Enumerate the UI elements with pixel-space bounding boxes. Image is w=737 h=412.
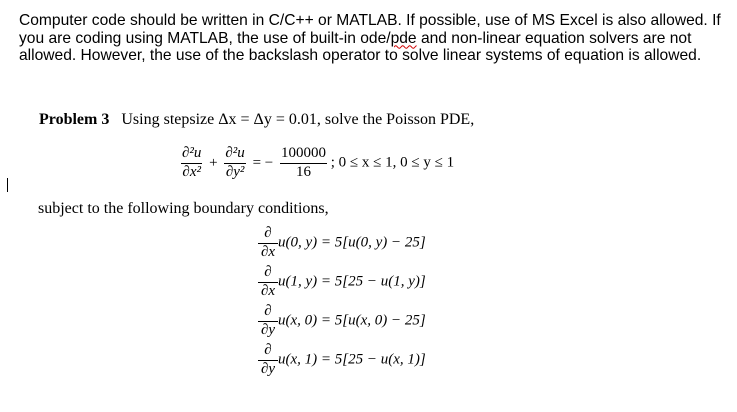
fraction-numerator: ∂²u (224, 146, 245, 164)
instructions-text-part2: and non-linear equation solvers are not allowed. However, the use of the backslash operator to solve linear systems of equation is allowed. (19, 29, 702, 64)
condition-expression: u(0, y) = 5[u(0, y) − 25] (278, 234, 426, 251)
boundary-condition-3 (258, 304, 426, 339)
fraction-denominator: ∂x² (182, 163, 201, 180)
instructions-paragraph (19, 12, 724, 65)
problem-statement (39, 111, 474, 129)
d2u-dy2-fraction (224, 146, 245, 181)
partial-derivative-fraction (258, 265, 278, 300)
boundary-condition-2 (258, 265, 426, 300)
condition-expression: u(x, 0) = 5[u(x, 0) − 25] (278, 312, 426, 329)
fraction-denominator: ∂y (260, 321, 276, 338)
plus-sign: + (209, 154, 218, 171)
fraction-denominator: ∂y (260, 360, 276, 377)
partial-derivative-fraction (258, 343, 278, 378)
subject-text: subject to the following boundary conditions, (38, 200, 329, 217)
fraction-numerator: ∂²u (181, 146, 202, 164)
d2u-dx2-fraction (181, 146, 202, 181)
partial-derivative-fraction (258, 226, 278, 261)
fraction-denominator: ∂y² (225, 163, 245, 180)
condition-expression: u(1, y) = 5[25 − u(1, y)] (278, 273, 426, 290)
condition-expression: u(x, 1) = 5[25 − u(x, 1)] (278, 351, 426, 368)
boundary-condition-4 (258, 343, 426, 378)
boundary-condition-1 (258, 226, 426, 261)
text-cursor (7, 178, 8, 192)
poisson-equation (181, 146, 454, 181)
problem-label: Problem 3 (39, 111, 110, 128)
fraction-numerator: ∂ (258, 265, 278, 283)
rhs-fraction (280, 146, 327, 181)
partial-derivative-fraction (258, 304, 278, 339)
fraction-numerator: 100000 (280, 146, 327, 164)
problem-text: Using stepsize Δx = Δy = 0.01, solve the Poisson PDE, (121, 111, 475, 128)
fraction-denominator: ∂x (260, 243, 276, 260)
fraction-denominator: ∂x (260, 282, 276, 299)
fraction-numerator: ∂ (258, 226, 278, 244)
fraction-numerator: ∂ (258, 304, 278, 322)
equals-minus: = − (252, 154, 274, 171)
spellcheck-flagged-word[interactable]: pde (390, 29, 417, 47)
fraction-denominator: 16 (295, 163, 311, 180)
fraction-numerator: ∂ (258, 343, 278, 361)
instructions-text-part1: Computer code should be written in C/C++ or MATLAB. If possible, use of MS Excel is also allowed. If you are coding using MATLAB, the use of built-in ode/ (19, 12, 721, 47)
domain-constraints: ; 0 ≤ x ≤ 1, 0 ≤ y ≤ 1 (330, 154, 455, 171)
